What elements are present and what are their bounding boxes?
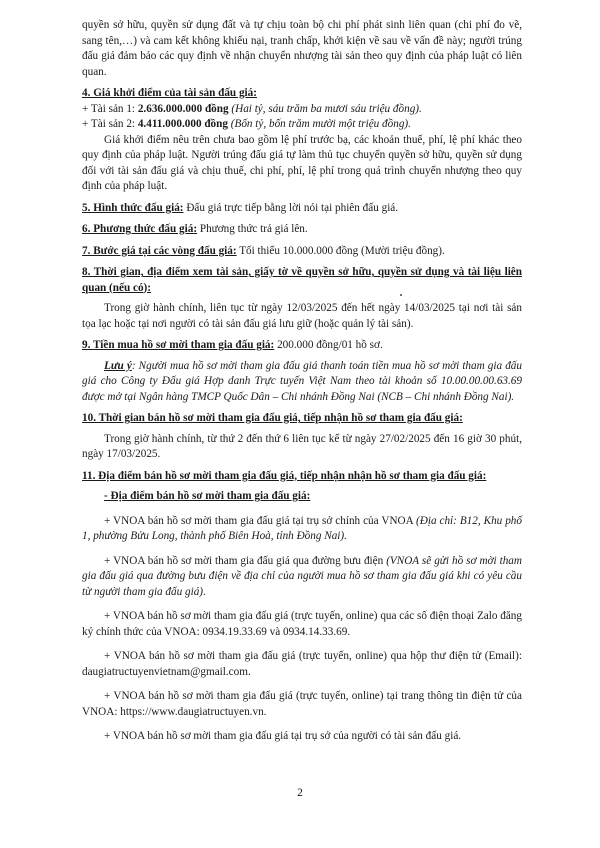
section-8-heading: 8. Thời gian, địa điểm xem tài sản, giấy tờ về quyền sở hữu, quyền sử dụng và tài liệu liên quan (nếu có): (82, 266, 522, 294)
document-body (82, 18, 522, 745)
sale-location-head-office: + VNOA bán hồ sơ mời tham gia đấu giá tại trụ sở chính của VNOA (Địa chỉ: B12, Khu phố 1, phường Bửu Long, thành phố Biên Hoà, tỉnh Đồng Nai). (82, 514, 522, 542)
sale-location-email: + VNOA bán hồ sơ mời tham gia đấu giá (trực tuyến, online) qua hộp thư điện tử (Email): daugiatructuyenvietnam@gmail.com. (82, 650, 522, 678)
sale-location-website: + VNOA bán hồ sơ mời tham gia đấu giá (trực tuyến, online) tại trang thông tin điện tử của VNOA: https://www.daugiatructuyen.vn. (82, 690, 522, 718)
section-8-text: Trong giờ hành chính, liên tục từ ngày 12/03/2025 đến hết ngày 14/03/2025 tại nơi tài sản tọa lạc hoặc tại nơi người có tài sản đấu giá lưu giữ (hoặc quản lý tài sản). (82, 302, 522, 330)
sale-location-post: + VNOA bán hồ sơ mời tham gia đấu giá qua đường bưu điện (VNOA sẽ gửi hồ sơ mời tham gia đấu giá qua đường bưu điện về địa chỉ của người mua hồ sơ tham gia đấu giá khi có yêu cầu từ người tham gia đấu giá). (82, 554, 522, 598)
section-10-heading: 10. Thời gian bán hồ sơ mời tham gia đấu giá, tiếp nhận hồ sơ tham gia đấu giá: (82, 412, 463, 424)
scan-dot (400, 294, 402, 296)
section-5: 5. Hình thức đấu giá: Đấu giá trực tiếp bằng lời nói tại phiên đấu giá. (82, 201, 399, 214)
section-10-text: Trong giờ hành chính, từ thứ 2 đến thứ 6 liên tục kể từ ngày 27/02/2025 đến 16 giờ 30 phút, ngày 17/03/2025. (82, 432, 522, 460)
asset-1-price: + Tài sản 1: 2.636.000.000 đồng (Hai tỷ, sáu trăm ba mươi sáu triệu đồng). (82, 102, 422, 115)
section-11-subheading: - Địa điểm bán hồ sơ mời tham gia đấu giá: (104, 490, 311, 502)
starting-price-note: Giá khởi điểm nêu trên chưa bao gồm lệ phí trước bạ, các khoản thuế, phí, lệ phí khác theo quy định của pháp luật. Người trúng đấu giá tự làm thủ tục chuyển quyền sở hữu, quyền sử dụng đối với tài sản đấu giá và chịu thuế, chi phí, phí, lệ phí trong quá trình chuyển nhượng theo quy định của pháp luật. (82, 133, 522, 192)
section-9-note: Lưu ý: Người mua hồ sơ mời tham gia đấu giá thanh toán tiền mua hồ sơ mời tham gia đấu giá cho Công ty Đấu giá Hợp danh Trực tuyến Việt Nam theo tài khoản số 10.00.00.00.63.69 được mở tại Ngân hàng TMCP Quốc Dân – Chi nhánh Đồng Nai (NCB – Chi nhánh Đồng Nai). (82, 359, 522, 403)
section-6: 6. Phương thức đấu giá: Phương thức trả giá lên. (82, 223, 308, 235)
section-9: 9. Tiền mua hồ sơ mời tham gia đấu giá: 200.000 đồng/01 hồ sơ. (82, 339, 383, 351)
sale-location-owner-office: + VNOA bán hồ sơ mời tham gia đấu giá tại trụ sở của người có tài sản đấu giá. (104, 730, 462, 742)
page-number: 2 (297, 787, 303, 799)
section-4-heading: 4. Giá khởi điểm của tài sản đấu giá: (82, 87, 257, 99)
sale-location-zalo: + VNOA bán hồ sơ mời tham gia đấu giá (trực tuyến, online) qua các số điện thoại Zalo đăng ký chính thức của VNOA: 0934.19.33.69 và 0934.14.33.69. (82, 610, 522, 638)
section-7: 7. Bước giá tại các vòng đấu giá: Tối thiểu 10.000.000 đồng (Mười triệu đồng). (82, 244, 445, 257)
asset-2-price: + Tài sản 2: 4.411.000.000 đồng (Bốn tỷ, bốn trăm mười một triệu đồng). (82, 118, 411, 130)
section-11-heading: 11. Địa điểm bán hồ sơ mời tham gia đấu giá, tiếp nhận nhận hồ sơ tham gia đấu giá: (82, 469, 487, 482)
intro-paragraph: quyền sở hữu, quyền sử dụng đất và tự chịu toàn bộ chi phí phát sinh liên quan (chi phí đo vẽ, sang tên,…) và cam kết không khiếu nại, tranh chấp, khởi kiện về sau về vấn đề này; người trúng đấu giá đảm bảo các quy định về nhận chuyển nhượng tài sản theo quy định của pháp luật có liên quan. (82, 19, 522, 78)
